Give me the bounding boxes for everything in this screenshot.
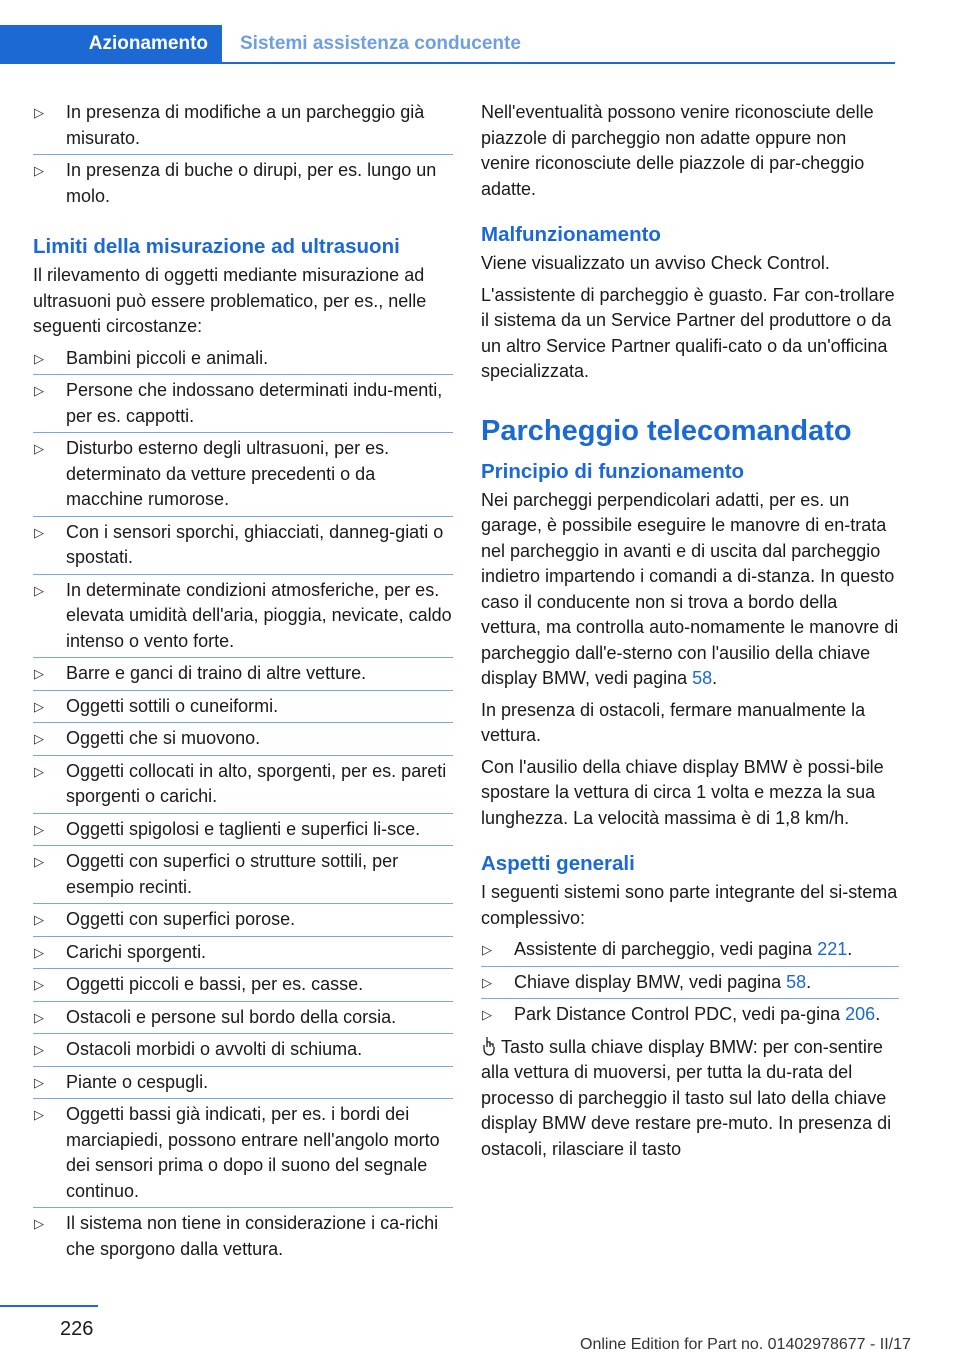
principle-p2: In presenza di ostacoli, fermare manualmente la vettura.: [481, 699, 866, 745]
triangle-bullet-icon: ▷: [34, 1216, 44, 1231]
list-item: ▷ In determinate condizioni atmosferiche, per es. elevata umidità dell'aria, pioggia, nevicate, caldo intenso o vento forte.: [33, 578, 453, 655]
page-link-58[interactable]: 58: [786, 971, 807, 992]
hand-press-icon: [481, 1036, 497, 1056]
list-item: ▷ Park Distance Control PDC, vedi pa‐gina 206.: [481, 1002, 899, 1028]
triangle-bullet-icon: ▷: [34, 944, 44, 960]
list-item: ▷ Oggetti piccoli e bassi, per es. casse.: [33, 972, 453, 998]
list-item: ▷ In presenza di buche o dirupi, per es. lungo un molo.: [34, 160, 437, 206]
page-link-58[interactable]: 58: [692, 668, 713, 688]
edition-footer: Online Edition for Part no. 01402978677 - II/17: [580, 1336, 911, 1353]
triangle-bullet-icon: ▷: [482, 1007, 492, 1022]
triangle-bullet-icon: ▷: [34, 163, 44, 178]
triangle-bullet-icon: ▷: [34, 763, 44, 779]
page-number: 226: [60, 1318, 94, 1340]
triangle-bullet-icon: ▷: [34, 1042, 44, 1057]
list-item: ▷ Con i sensori sporchi, ghiacciati, danneg‐giati o spostati.: [33, 520, 453, 571]
limits-intro: Il rilevamento di oggetti mediante misurazione ad ultrasuoni può essere problematico, per es., nelle seguenti circostanze:: [33, 265, 427, 336]
right-column: [481, 100, 899, 1168]
left-column: [33, 100, 453, 1269]
page-link-206[interactable]: 206: [845, 1004, 876, 1024]
triangle-bullet-icon: ▷: [34, 731, 44, 746]
page-number-rule: [0, 1305, 98, 1307]
triangle-bullet-icon: ▷: [34, 524, 44, 540]
bullet-list-top: [33, 100, 453, 209]
triangle-bullet-icon: ▷: [34, 1074, 44, 1090]
subsection-title: Sistemi assistenza conducente: [240, 33, 521, 54]
list-item: ▷ In presenza di modifiche a un parcheggio già misurato.: [33, 100, 453, 151]
list-item: ▷ Disturbo esterno degli ultrasuoni, per es. determinato da vetture precedenti o da macchine rumorose.: [33, 436, 453, 513]
list-item: ▷ Barre e ganci di traino di altre vetture.: [33, 661, 453, 687]
triangle-bullet-icon: ▷: [34, 350, 44, 366]
triangle-bullet-icon: ▷: [34, 441, 44, 456]
limits-list: [33, 346, 453, 1263]
list-item: ▷ Il sistema non tiene in considerazione i ca‐richi che sporgono dalla vettura.: [34, 1213, 439, 1259]
malfunction-heading: Malfunzionamento: [481, 223, 661, 246]
list-item: ▷ Oggetti con superfici o strutture sottili, per esempio recinti.: [33, 849, 453, 900]
list-item: ▷ Oggetti bassi già indicati, per es. i bordi dei marciapiedi, possono entrare nell'angolo morto dei sensori prima o dopo il suono del segnale continuo.: [33, 1102, 453, 1204]
remote-parking-heading: Parcheggio telecomandato: [481, 414, 852, 447]
triangle-bullet-icon: ▷: [34, 912, 44, 927]
principle-p1-text: Nei parcheggi perpendicolari adatti, per es. un garage, è possibile eseguire le manovre di en‐trata nel parcheggio in avanti e di uscita dal parcheggio indietro impartendo i comandi a di‐stanza. In questo caso il conducente non si trova a bordo della vettura, ma controlla auto‐nomamente le manovre di parcheggio dall'e‐sterno con l'ausilio della chiave display BMW, vedi pagina: [481, 489, 899, 688]
list-item: ▷ Oggetti collocati in alto, sporgenti, per es. pareti sporgenti o carichi.: [33, 759, 453, 810]
triangle-bullet-icon: ▷: [34, 821, 44, 837]
key-note: Tasto sulla chiave display BMW: per con‐sentire alla vettura di muoversi, per tutta la du‐rata del processo di parcheggio il tasto sul lato della chiave display BMW deve restare pre‐muto. In presenza di ostacoli, rilasciare il tasto: [481, 1036, 892, 1159]
list-item: ▷ Ostacoli e persone sul bordo della corsia.: [33, 1005, 453, 1031]
list-item: ▷ Oggetti con superfici porose.: [33, 907, 453, 933]
list-item: ▷ Oggetti che si muovono.: [33, 726, 453, 752]
list-item: ▷ Carichi sporgenti.: [33, 940, 453, 966]
list-item: ▷ Piante o cespugli.: [33, 1070, 453, 1096]
triangle-bullet-icon: ▷: [482, 974, 492, 990]
principle-heading: Principio di funzionamento: [481, 459, 745, 483]
list-item: ▷ Oggetti sottili o cuneiformi.: [33, 694, 453, 720]
list-item: ▷ Persone che indossano determinati indu‐menti, per es. cappotti.: [33, 378, 453, 429]
list-item: ▷ Assistente di parcheggio, vedi pagina 221.: [481, 937, 899, 963]
triangle-bullet-icon: ▷: [34, 854, 44, 869]
general-list: [481, 937, 899, 1028]
triangle-bullet-icon: ▷: [482, 942, 492, 957]
principle-p1: Nei parcheggi perpendicolari adatti, per es. un garage, è possibile eseguire le manovre di en‐trata nel parcheggio in avanti e di uscita dal parcheggio indietro impartendo i comandi a di‐stanza. In questo caso il conducente non si trova a bordo della vettura, ma controlla auto‐nomamente le manovre di parcheggio dall'e‐sterno con l'ausilio della chiave display BMW, vedi pagina 58.: [481, 489, 899, 688]
list-item: ▷ Oggetti spigolosi e taglienti e superfici li‐sce.: [33, 817, 453, 843]
list-item: ▷ Bambini piccoli e animali.: [33, 346, 453, 372]
list-item: ▷ Chiave display BMW, vedi pagina 58.: [481, 970, 899, 996]
triangle-bullet-icon: ▷: [34, 666, 44, 681]
triangle-bullet-icon: ▷: [34, 383, 44, 398]
intro-paragraph: Nell'eventualità possono venire riconosciute delle piazzole di parcheggio non adatte oppure non venire riconosciute delle piazzole di par‐cheggio adatte.: [481, 102, 874, 199]
section-tab: Azionamento: [0, 25, 222, 62]
list-item: ▷ Ostacoli morbidi o avvolti di schiuma.: [33, 1037, 453, 1063]
page-link-221[interactable]: 221: [817, 939, 848, 959]
triangle-bullet-icon: ▷: [34, 1107, 44, 1122]
triangle-bullet-icon: ▷: [34, 582, 44, 598]
malfunction-p2: L'assistente di parcheggio è guasto. Far con‐trollare il sistema da un Service Partner del produttore o da un altro Service Partner qualifi‐cato o da un'officina specializzata.: [481, 284, 895, 381]
triangle-bullet-icon: ▷: [34, 105, 44, 120]
general-intro: I seguenti sistemi sono parte integrante del si‐stema complessivo:: [481, 882, 898, 928]
page-header: [0, 25, 895, 64]
malfunction-p1: Viene visualizzato un avviso Check Control.: [481, 253, 830, 273]
principle-p3: Con l'ausilio della chiave display BMW è possi‐bile spostare la vettura di circa 1 volta e mezza la sua lunghezza. La velocità massima è di 1,8 km/h.: [481, 756, 884, 828]
limits-heading: Limiti della misurazione ad ultrasuoni: [33, 235, 400, 258]
triangle-bullet-icon: ▷: [34, 1009, 44, 1025]
triangle-bullet-icon: ▷: [34, 698, 44, 714]
triangle-bullet-icon: ▷: [34, 977, 44, 992]
general-heading: Aspetti generali: [481, 852, 635, 875]
